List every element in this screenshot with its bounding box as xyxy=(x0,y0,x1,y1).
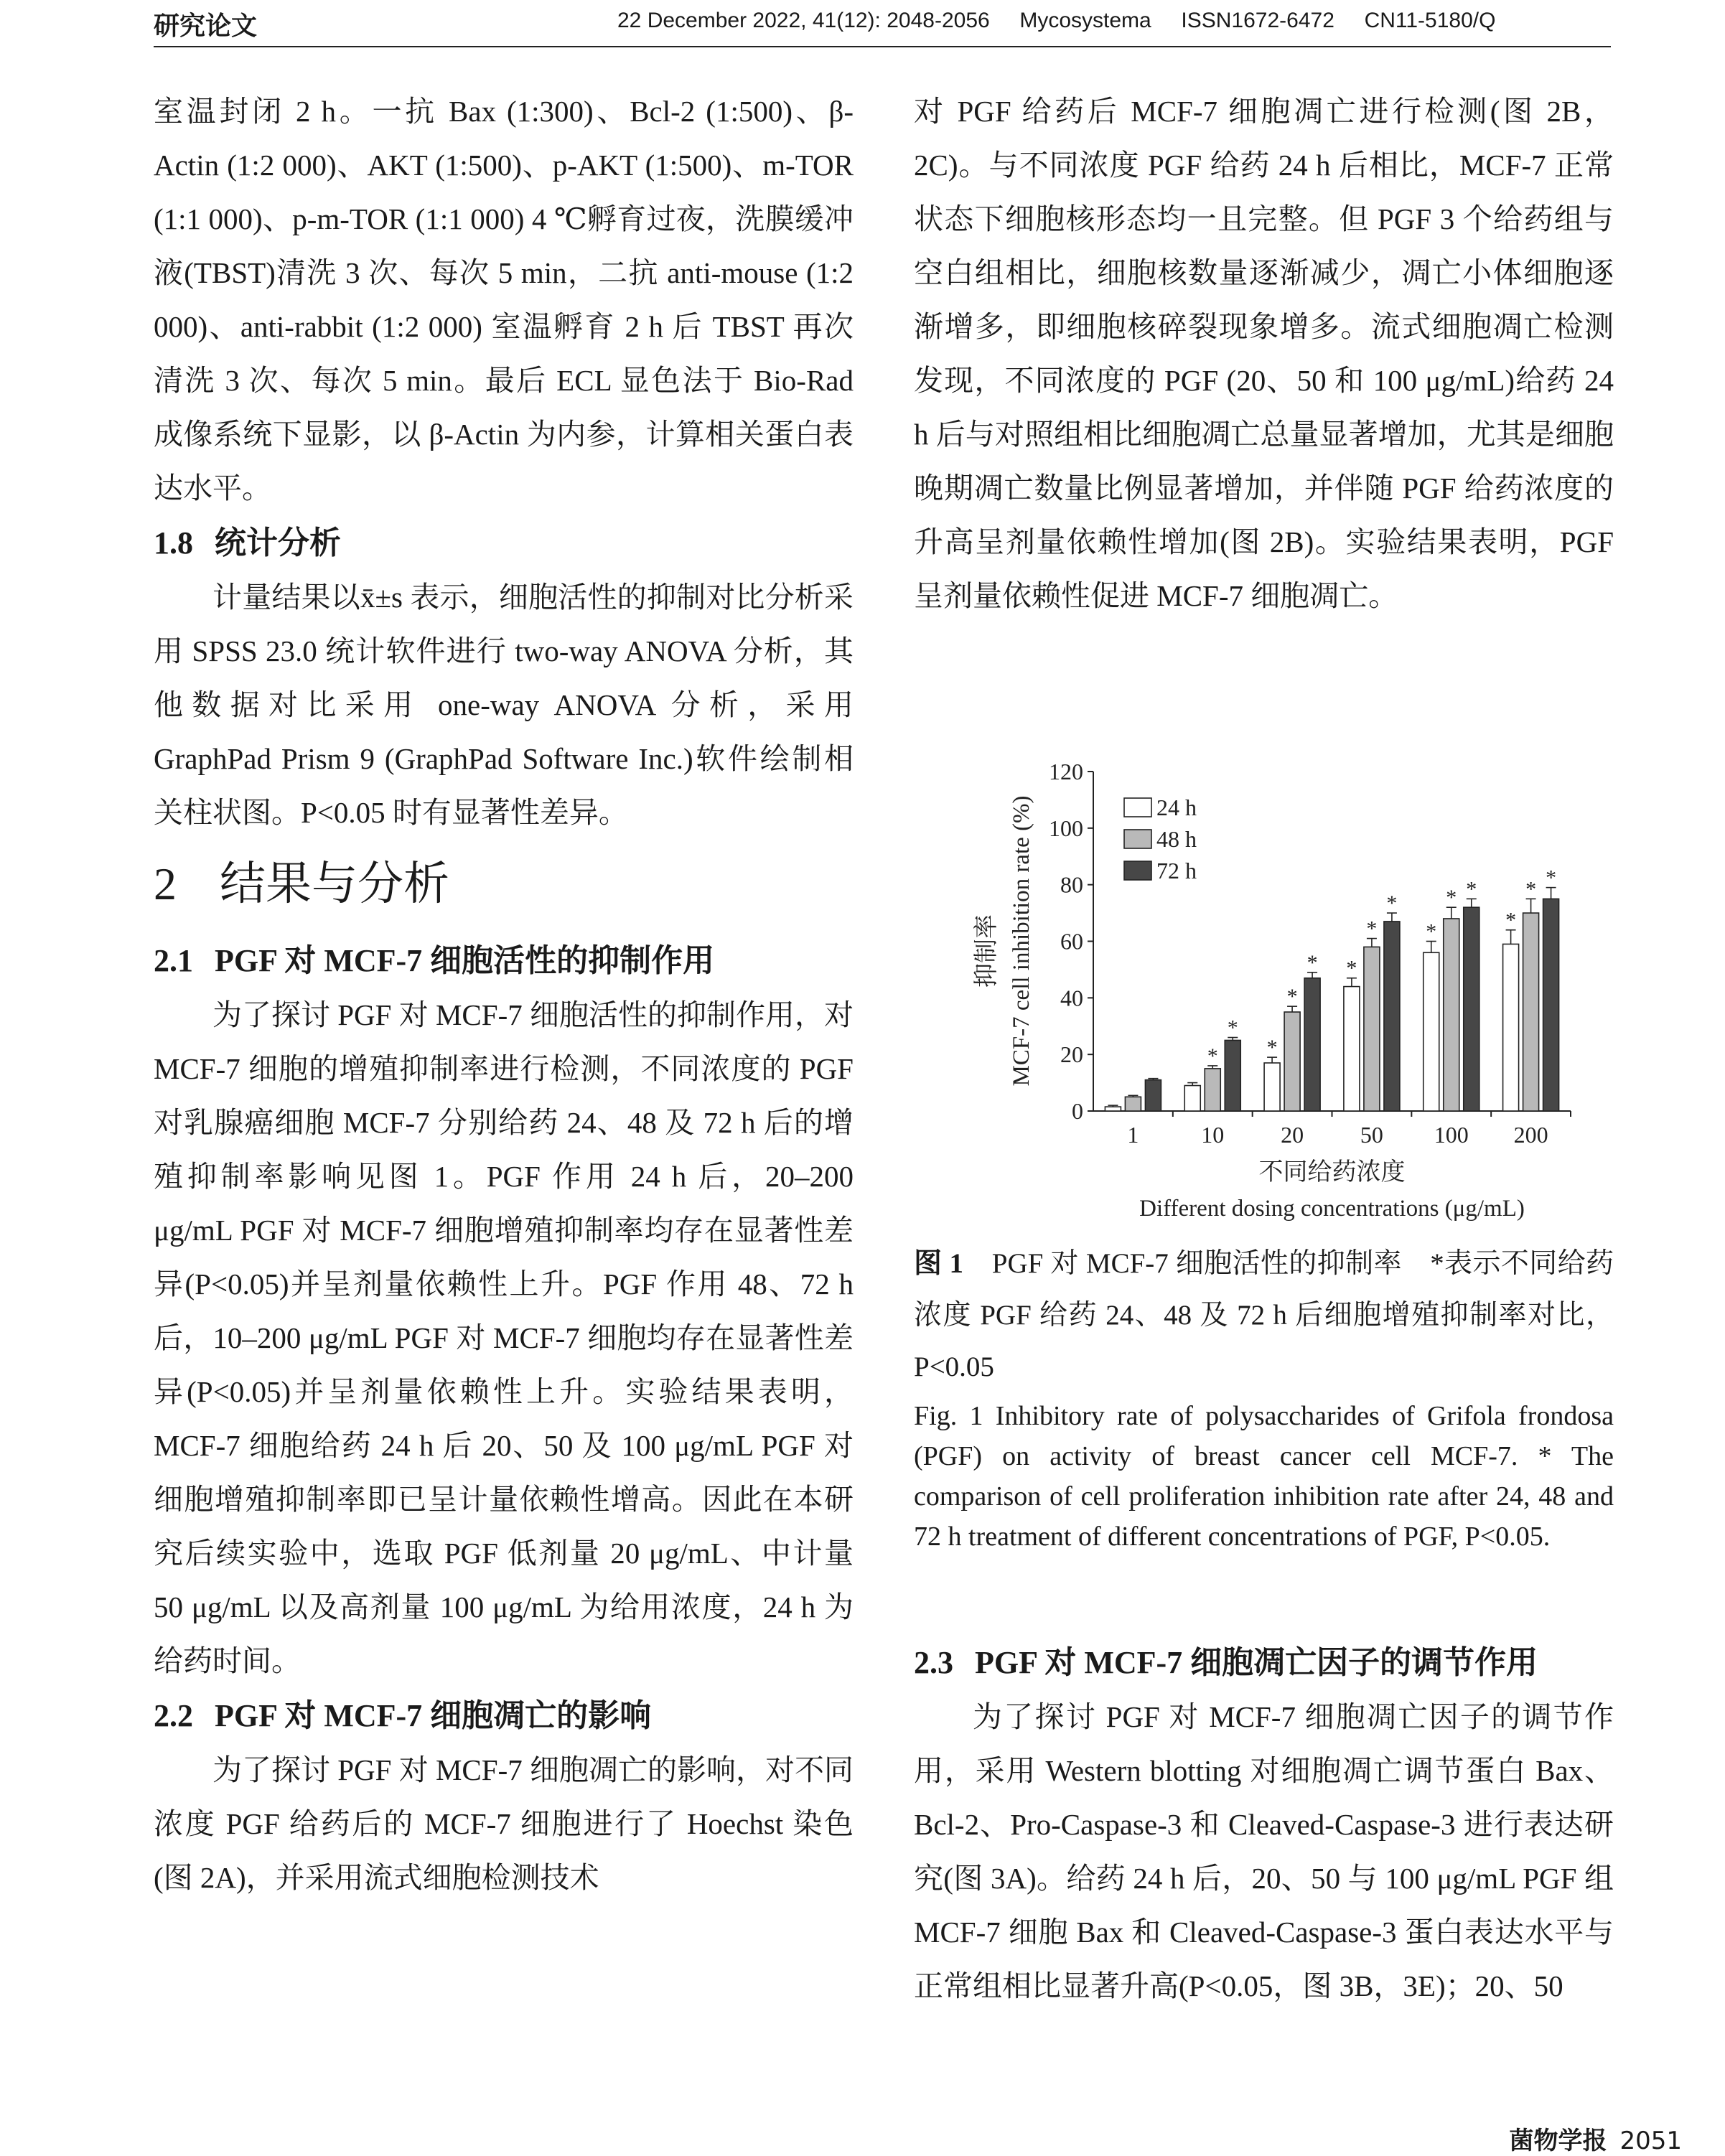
figure-caption-cn xyxy=(914,1238,1614,1393)
right-column-lower xyxy=(914,1635,1614,2013)
bar xyxy=(1384,922,1400,1111)
significance-marker: * xyxy=(1286,985,1298,1009)
significance-marker: * xyxy=(1346,956,1357,980)
legend-label: 24 h xyxy=(1156,795,1197,820)
bar xyxy=(1205,1069,1220,1111)
header-rule xyxy=(154,46,1611,47)
bar xyxy=(1225,1040,1240,1111)
heading-number: 2.1 xyxy=(154,943,193,978)
significance-marker: * xyxy=(1426,919,1437,944)
left-column xyxy=(154,85,854,1905)
x-axis-label-en: Different dosing concentrations (μg/mL) xyxy=(1139,1196,1525,1222)
heading-number: 2.3 xyxy=(914,1645,953,1680)
y-tick-label: 80 xyxy=(1060,871,1083,898)
bar xyxy=(1145,1080,1161,1111)
paragraph: 为了探讨 PGF 对 MCF-7 细胞凋亡的影响，对不同浓度 PGF 给药后的 MCF-7 细胞进行了 Hoechst 染色(图 2A)，并采用流式细胞检测技术 xyxy=(154,1753,854,1894)
bar xyxy=(1184,1086,1200,1111)
y-tick-label: 0 xyxy=(1072,1098,1083,1124)
bar xyxy=(1503,944,1519,1111)
x-axis-label-cn: 不同给药浓度 xyxy=(1258,1158,1406,1186)
section-heading-2-3 xyxy=(914,1635,1614,1690)
x-tick-label: 1 xyxy=(1127,1122,1139,1148)
significance-marker: * xyxy=(1306,950,1318,975)
figure-caption-en: Fig. 1 Inhibitory rate of polysaccharides of Grifola frondosa (PGF) on activity of breast cancer cell MCF-7. * The comparison of cell proliferation inhibition rate after 24, 48 and 72 h treatment of different concentrations of PGF, P<0.05. xyxy=(914,1401,1614,1552)
section-heading-2-1 xyxy=(154,933,854,988)
paragraph: 室温封闭 2 h。一抗 Bax (1:300)、Bcl-2 (1:500)、β-Actin (1:2 000)、AKT (1:500)、p-AKT (1:500)、m-TOR (1:1 000)、p-m-TOR (1:1 000) 4 ℃孵育过夜，洗膜缓冲液(TBST)清洗 3 次、每次 5 min，二抗 anti-mouse (1:2 000)、anti-rabbit (1:2 000) 室温孵育 2 h 后 TBST 再次清洗 3 次、每次 5 min。最后 ECL 显色法于 Bio-Rad 成像系统下显影，以 β-Actin 为内参，计算相关蛋白表达水平。 xyxy=(154,95,854,505)
bar xyxy=(1284,1012,1300,1111)
paragraph: 计量结果以x̄±s 表示，细胞活性的抑制对比分析采用 SPSS 23.0 统计软件进行 two-way ANOVA 分析，其他数据对比采用 one-way ANOVA 分析，采用 GraphPad Prism 9 (GraphPad Software Inc.)软件绘制相关柱状图。P<0.05 时有显著性差异。 xyxy=(154,581,854,829)
bar xyxy=(1523,913,1539,1111)
page-number: 2051 xyxy=(1619,2127,1682,2155)
significance-marker: * xyxy=(1446,886,1457,910)
caption-text: PGF 对 MCF-7 细胞活性的抑制率 *表示不同给药浓度 PGF 给药 24、48 及 72 h 后细胞增殖抑制率对比，P<0.05 xyxy=(914,1248,1614,1382)
section-heading-2 xyxy=(154,856,854,913)
paragraph: 为了探讨 PGF 对 MCF-7 细胞凋亡因子的调节作用，采用 Western blotting 对细胞凋亡调节蛋白 Bax、Bcl-2、Pro-Caspase-3 和 Cleaved-Caspase-3 进行表达研究(图 3A)。给药 24 h 后，20、50 与 100 μg/mL PGF 组 MCF-7 细胞 Bax 和 Cleaved-Caspase-3 蛋白表达水平与正常组相比显著升高(P<0.05，图 3B，3E)；20、50 xyxy=(914,1700,1614,2002)
bar xyxy=(1444,919,1459,1111)
significance-marker: * xyxy=(1546,866,1557,890)
bar xyxy=(1304,978,1320,1111)
significance-marker: * xyxy=(1207,1044,1218,1068)
paragraph: 对 PGF 给药后 MCF-7 细胞凋亡进行检测(图 2B，2C)。与不同浓度 PGF 给药 24 h 后相比，MCF-7 正常状态下细胞核形态均一且完整。但 PGF 3 个给药组与空白组相比，细胞核数量逐渐减少，凋亡小体细胞逐渐增多，即细胞核碎裂现象增多。流式细胞凋亡检测发现，不同浓度的 PGF (20、50 和 100 μg/mL)给药 24 h 后与对照组相比细胞凋亡总量显著增加，尤其是细胞晚期凋亡数量比例显著增加，并伴随 PGF 给药浓度的升高呈剂量依赖性增加(图 2B)。实验结果表明，PGF 呈剂量依赖性促进 MCF-7 细胞凋亡。 xyxy=(914,95,1614,612)
heading-number: 2.2 xyxy=(154,1698,193,1733)
legend-label: 72 h xyxy=(1156,858,1197,884)
figure-label: 图 1 xyxy=(914,1248,963,1279)
y-tick-label: 40 xyxy=(1060,985,1083,1011)
legend-swatch xyxy=(1124,798,1151,817)
legend-label: 48 h xyxy=(1156,826,1197,852)
x-tick-label: 200 xyxy=(1513,1122,1548,1148)
bar xyxy=(1344,987,1360,1111)
heading-title: PGF 对 MCF-7 细胞活性的抑制作用 xyxy=(215,943,715,978)
paragraph: 为了探讨 PGF 对 MCF-7 细胞活性的抑制作用，对 MCF-7 细胞的增殖抑制率进行检测，不同浓度的 PGF 对乳腺癌细胞 MCF-7 分别给药 24、48 及 72 h 后的增殖抑制率影响见图 1。PGF 作用 24 h 后，20–200 μg/mL PGF 对 MCF-7 细胞增殖抑制率均存在显著性差异(P<0.05)并呈剂量依赖性上升。PGF 作用 48、72 h 后，10–200 μg/mL PGF 对 MCF-7 细胞均存在显著性差异(P<0.05)并呈剂量依赖性上升。实验结果表明，MCF-7 细胞给药 24 h 后 20、50 及 100 μg/mL PGF 对细胞增殖抑制率即已呈计量依赖性增高。因此在本研究后续实验中，选取 PGF 低剂量 20 μg/mL、中计量 50 μg/mL 以及高剂量 100 μg/mL 为给用浓度，24 h 为给药时间。 xyxy=(154,998,854,1677)
heading-number: 2 xyxy=(154,858,177,909)
significance-marker: * xyxy=(1266,1036,1278,1060)
heading-title: PGF 对 MCF-7 细胞凋亡的影响 xyxy=(215,1698,652,1733)
legend-swatch xyxy=(1124,830,1151,848)
bar xyxy=(1543,899,1559,1111)
bar xyxy=(1264,1063,1280,1111)
significance-marker: * xyxy=(1505,908,1517,932)
bar xyxy=(1424,952,1439,1111)
x-tick-label: 20 xyxy=(1281,1122,1304,1148)
y-axis-label-en: MCF-7 cell inhibition rate (%) xyxy=(1009,795,1034,1087)
x-tick-label: 100 xyxy=(1434,1122,1469,1148)
y-tick-label: 60 xyxy=(1060,928,1083,955)
right-column xyxy=(914,85,1614,623)
bar xyxy=(1364,947,1380,1111)
bar xyxy=(1464,907,1479,1111)
significance-marker: * xyxy=(1366,917,1378,941)
significance-marker: * xyxy=(1227,1016,1238,1040)
heading-title: PGF 对 MCF-7 细胞凋亡因子的调节作用 xyxy=(975,1645,1538,1680)
heading-number: 1.8 xyxy=(154,525,193,561)
legend-swatch xyxy=(1124,861,1151,880)
x-tick-label: 10 xyxy=(1201,1122,1225,1148)
significance-marker: * xyxy=(1386,891,1398,916)
journal-name: 菌物学报 xyxy=(1509,2127,1607,2155)
y-axis-label-cn: 抑制率 xyxy=(972,914,1001,988)
significance-marker: * xyxy=(1525,877,1537,901)
figure-1-bar-chart xyxy=(914,757,1614,1231)
bar xyxy=(1125,1097,1141,1111)
section-label: 研究论文 xyxy=(154,11,258,41)
bar xyxy=(1105,1107,1121,1111)
section-heading-2-2 xyxy=(154,1688,854,1743)
section-heading-1-8 xyxy=(154,515,854,571)
y-tick-label: 20 xyxy=(1060,1041,1083,1068)
significance-marker: * xyxy=(1466,877,1477,901)
citation-line: 22 December 2022, 41(12): 2048-2056 Mycosystema ISSN1672-6472 CN11-5180/Q xyxy=(617,9,1496,32)
heading-title: 结果与分析 xyxy=(220,858,449,909)
y-tick-label: 120 xyxy=(1049,759,1083,784)
heading-title: 统计分析 xyxy=(215,525,341,561)
y-tick-label: 100 xyxy=(1049,815,1083,841)
page-footer xyxy=(1509,2121,1682,2156)
x-tick-label: 50 xyxy=(1360,1122,1383,1148)
